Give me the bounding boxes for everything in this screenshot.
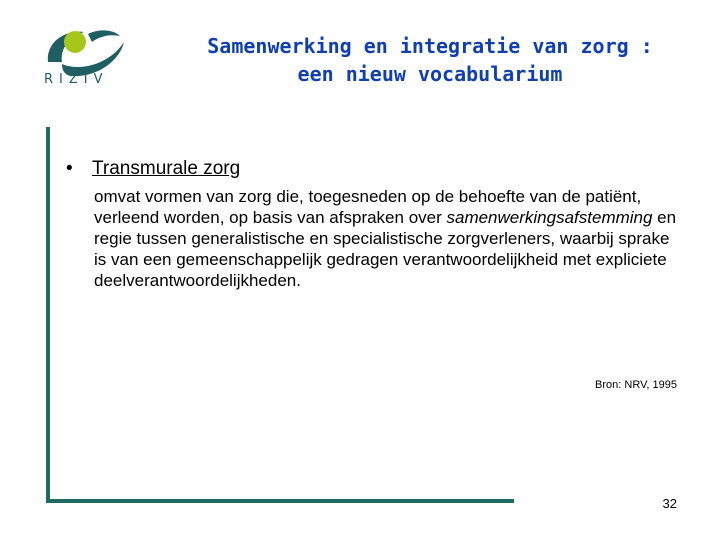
bullet-label: Transmurale zorg (92, 158, 241, 179)
logo-text: RIZIV (44, 72, 109, 87)
title-line-1: Samenwerking en integratie van zorg : (207, 34, 653, 58)
bullet-icon: • (66, 158, 73, 179)
definition-text-start: omvat vormen van zorg die, toegesneden op de behoefte van de patiënt, verleend worden, op basis van afspraken over (94, 187, 642, 227)
definition-text (94, 186, 684, 291)
vertical-rule (46, 127, 50, 500)
page-number: 32 (662, 496, 677, 511)
slide-title (150, 32, 710, 88)
title-line-2: een nieuw vocabularium (297, 62, 563, 86)
horizontal-rule (46, 499, 514, 503)
bullet-heading (66, 158, 240, 180)
definition-text-italic: samenwerkingsafstemming (446, 208, 653, 227)
source-citation: Bron: NRV, 1995 (595, 379, 677, 391)
definition-text-end: en regie tussen generalistische en specialistische zorgverleners, waarbij sprake is van een gemeenschappelijk gedragen verantwoordelijkheid met expliciete deelverantwoordelijkheden. (94, 208, 677, 290)
